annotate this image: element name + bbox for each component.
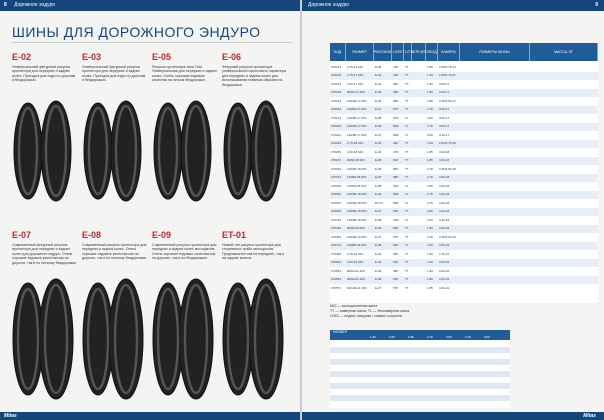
table-cell: 120/90-18 M/C [347, 200, 367, 205]
tire-e07-image [8, 274, 78, 409]
table-cell: 70R [393, 217, 399, 222]
table-cell: 110/90-18 M/C [347, 183, 367, 188]
table-cell: 270553 [331, 277, 342, 281]
left-footer-bar [0, 412, 300, 420]
table-cell: ET-01 [375, 200, 384, 205]
table-cell: 41P [393, 73, 399, 77]
table-row [330, 140, 598, 149]
table-cell: E-03 [375, 149, 382, 154]
table-cell: 1.60 [427, 251, 433, 256]
table-cell: 270313 [331, 175, 342, 179]
model-code: E-08 [82, 230, 102, 240]
table-cell: 4.00-17 [439, 124, 450, 128]
left-page-number: 8 [4, 2, 7, 8]
table-cell: 4.00-18 [439, 200, 450, 205]
table-cell: 4.00-18 [439, 192, 450, 196]
model-description: Современный фигурный рисунок протектора для передних и задних колес для дорожного эндуро. Очень хорошие ездовые качества как на дорогах, так и по легкому бездорожью. [12, 243, 78, 265]
table-cell: TT [405, 251, 409, 256]
table-row [330, 233, 598, 242]
table-cell: 2.75-21 M/C [347, 251, 364, 256]
table-cell: 4.10-18 [439, 209, 450, 213]
table-row [330, 250, 598, 259]
table-row [330, 174, 598, 183]
table-row [330, 97, 598, 106]
table-cell: 100/90-17 M/C [347, 98, 367, 103]
tire-e08-image [78, 274, 148, 409]
table-cell: 140/80-17 M/C [347, 132, 367, 137]
table-cell: E-07 [375, 132, 382, 137]
model-code: E-05 [152, 52, 172, 62]
table-cell: TT [405, 98, 409, 103]
tire-e09-image [148, 274, 218, 409]
table-cell: 1.60 [427, 141, 433, 145]
table-cell: E-03 [375, 260, 382, 264]
table-legend [330, 304, 590, 319]
table-cell: 1.85 [427, 158, 433, 162]
table-cell: 270125 [331, 90, 342, 94]
rim-width-header: 1.85 [408, 335, 414, 339]
model-code: E-02 [12, 52, 32, 62]
table-cell: 1.85 [427, 149, 433, 154]
table-cell: E-07 [375, 175, 382, 179]
table-cell: E-06 [375, 98, 382, 103]
table-cell: 52P [393, 226, 399, 230]
table-cell: 3.25/3.50-18 [439, 166, 456, 171]
table-cell: 270353 [331, 192, 342, 196]
table-cell: E-06 [375, 64, 382, 69]
table-cell: 57P [393, 107, 399, 111]
table-row [330, 182, 598, 191]
table-cell: 3.00-21 M/C [347, 260, 364, 264]
table-cell: 48P [393, 268, 399, 273]
table-cell: 270184 [331, 124, 342, 128]
table-cell: TL [405, 124, 409, 128]
brand-logo-left: Mitas [4, 413, 17, 419]
table-cell: 270144 [331, 98, 342, 103]
spec-table [330, 43, 598, 303]
model-description: Универсальный фигурный рисунок протектора для передних и задних колес. Пригодна для езды по дорогам и бездорожью. [82, 65, 146, 83]
table-cell: TL [405, 217, 409, 222]
table-cell: TT [405, 158, 409, 162]
table-cell: TT [405, 234, 409, 239]
table-cell: 270103 [331, 73, 342, 77]
table-cell: 270293 [331, 166, 342, 171]
table-cell: TT [405, 166, 409, 171]
table-header-cell: РИСУНОК [374, 43, 392, 61]
table-row [330, 216, 598, 225]
table-header-cell: РАЗМЕР [346, 43, 374, 61]
table-cell: TL [405, 192, 409, 196]
table-cell: 90/90-21 M/C [347, 277, 366, 281]
table-cell: 270253 [331, 149, 342, 154]
table-cell: 2.15 [427, 166, 433, 171]
table-cell: 120/80-17 M/C [347, 115, 367, 120]
table-row [330, 114, 598, 123]
table-cell: 45P [393, 251, 399, 256]
model-code: E-07 [12, 230, 32, 240]
table-cell: E-08 [375, 115, 382, 120]
table-row [330, 191, 598, 200]
table-header-cell: ОБОД [426, 43, 438, 61]
table-cell: E-02 [375, 73, 382, 77]
table-cell: 2.75 [427, 124, 433, 128]
table-cell: TT [405, 81, 409, 86]
table-cell: 59P [393, 243, 399, 247]
table-row [330, 242, 598, 251]
table-row [330, 225, 598, 234]
table-cell: 110/80-17 M/C [347, 107, 367, 111]
rim-table-title: РАЗМЕР [333, 330, 348, 334]
table-cell: 66P [393, 209, 399, 213]
table-cell: 42P [393, 141, 399, 145]
table-cell: TT [405, 175, 409, 179]
table-cell: 270143 [331, 64, 342, 69]
table-cell: 69R [393, 132, 399, 137]
model-description: Универсальный фигурный рисунок протектора для передних и задних колес. Пригодна для езды по дорогам и бездорожью. [12, 65, 76, 83]
table-cell: 2.50/2.75-18 [439, 141, 456, 145]
table-cell: 56P [393, 166, 399, 171]
rim-width-header: 1.40 [370, 335, 376, 339]
table-cell: 2.75 [427, 200, 433, 205]
table-cell: E-07 [375, 234, 382, 239]
table-cell: 4.10-17 [439, 132, 450, 137]
table-cell: 100/90-18 M/C [347, 166, 367, 171]
table-cell: 61R [393, 183, 399, 188]
rim-table-row [330, 401, 510, 407]
table-row [330, 148, 598, 157]
table-cell: TL [405, 132, 409, 137]
table-cell: 3.50-18 [439, 175, 450, 179]
table-cell: 4.00-18 [439, 183, 450, 188]
table-cell: 49P [393, 90, 399, 94]
table-cell: E-08 [375, 183, 382, 188]
table-cell: 3.25/3.50-19 [439, 234, 456, 239]
table-cell: 3.00 [427, 209, 433, 213]
table-cell: 2.15 [427, 234, 433, 239]
rim-width-header: 1.60 [389, 335, 395, 339]
table-cell: 2.50 [427, 183, 433, 188]
table-cell: 57P [393, 234, 399, 239]
table-cell: TT [405, 285, 409, 290]
table-cell: 65R [393, 200, 399, 205]
table-header-cell: ВЕРСИЯ [412, 43, 426, 61]
table-cell: 90/90-17 M/C [347, 90, 366, 94]
table-header-cell: МАССА, КГ [530, 43, 598, 61]
table-cell: 3.00-21 [439, 285, 450, 290]
table-cell: TT [405, 64, 409, 69]
tire-e06-image [218, 96, 288, 211]
table-cell: 45P [393, 81, 399, 86]
table-row [330, 208, 598, 217]
table-cell: TT [405, 73, 409, 77]
table-cell: E-02 [375, 251, 382, 256]
table-cell: E-07 [375, 209, 382, 213]
table-cell: 2.50/2.75-17 [439, 73, 456, 77]
table-cell: E-08 [375, 217, 382, 222]
table-cell: 3.00-18 [439, 158, 450, 162]
table-cell: 270493 [331, 251, 342, 256]
table-cell: 2.50/2.75-14 [439, 64, 456, 69]
table-row [330, 89, 598, 98]
table-cell: 3.00-21 [439, 268, 450, 273]
table-cell: 270393 [331, 209, 342, 213]
page-title: ШИНЫ ДЛЯ ДОРОЖНОГО ЭНДУРО [12, 24, 261, 40]
table-cell: 2.50 [427, 115, 433, 120]
table-cell: 2.75 [427, 192, 433, 196]
left-header-bar [0, 0, 300, 11]
table-cell: 3.00-18 M/C [347, 149, 364, 154]
right-section-title: Дорожное эндуро [308, 2, 350, 8]
table-cell: 47P [393, 149, 399, 154]
table-cell: 55P [393, 98, 399, 103]
table-cell: 3.00-17 [439, 90, 450, 94]
table-row [330, 165, 598, 174]
table-cell: 270433 [331, 226, 342, 230]
table-header-cell: КАМЕРА [438, 43, 460, 61]
table-cell: 80/90-21 M/C [347, 268, 366, 273]
table-row [330, 106, 598, 115]
table-row [330, 267, 598, 276]
tire-e03-image [78, 96, 148, 211]
table-cell: 4.10-18 [439, 217, 450, 222]
brand-logo-right: Mitas [583, 413, 596, 419]
table-cell: 1.85 [427, 226, 433, 230]
table-cell: 90/90-18 M/C [347, 158, 366, 162]
table-row [330, 63, 598, 72]
table-cell: 1.60 [427, 81, 433, 86]
table-cell: 130/80-18 M/C [347, 209, 367, 213]
table-cell: TT [405, 149, 409, 154]
table-cell: 58P [393, 175, 399, 179]
table-cell: 270204 [331, 132, 342, 137]
table-cell: TT [405, 107, 409, 111]
table-cell: TT [405, 277, 409, 281]
legend-line: LI/SS — индекс нагрузки / символ скорости [330, 314, 403, 318]
table-cell: 100/90-19 M/C [347, 234, 367, 239]
table-cell: 270573 [331, 285, 342, 290]
table-cell: 1.60 [427, 268, 433, 273]
tire-e05-image [148, 96, 218, 211]
table-cell: 270273 [331, 158, 342, 162]
table-cell: 270473 [331, 243, 342, 247]
table-cell: 57P [393, 285, 399, 290]
table-row [330, 284, 598, 293]
table-cell: TL [405, 115, 409, 120]
table-cell: 3.00-21 [439, 260, 450, 264]
table-cell: 1.85 [427, 90, 433, 94]
table-cell: 90/90-19 M/C [347, 226, 366, 230]
left-section-title: Дорожное эндуро [14, 2, 56, 8]
table-cell: TT [405, 141, 409, 145]
rim-width-header: 2.15 [427, 335, 433, 339]
model-code: E-03 [82, 52, 102, 62]
right-footer-bar [302, 412, 604, 420]
table-cell: 65R [393, 124, 399, 128]
table-row [330, 259, 598, 268]
table-cell: TT [405, 226, 409, 230]
table-cell: 1.85 [427, 285, 433, 290]
page-spine [300, 0, 302, 420]
table-row [330, 276, 598, 285]
table-cell: 54P [393, 277, 399, 281]
rim-width-header: 2.75 [465, 335, 471, 339]
table-cell: 270513 [331, 260, 342, 264]
model-code: E-09 [152, 230, 172, 240]
table-cell: E-05 [375, 90, 382, 94]
table-cell: 3.50-17 [439, 107, 450, 111]
table-cell: 51P [393, 158, 399, 162]
table-cell: E-06 [375, 166, 382, 171]
table-cell: TT [405, 260, 409, 264]
table-row [330, 72, 598, 81]
table-cell: 2.75-17 M/C [347, 73, 364, 77]
table-cell: 61R [393, 115, 399, 120]
table-cell: 3.50-19 [439, 243, 450, 247]
table-cell: 1.85 [427, 64, 433, 69]
table-cell: E-09 [375, 124, 382, 128]
table-cell: 62R [393, 192, 399, 196]
table-row [330, 123, 598, 132]
table-cell: 2.15 [427, 107, 433, 111]
table-cell: 3.00-19 [439, 226, 450, 230]
table-cell: 110/80-18 M/C [347, 175, 367, 179]
rim-width-header: 3.00 [484, 335, 490, 339]
model-description: Фигурный рисунок протектора универсального кроссового характера для передних и задних колес для использования главным образом на бездорожье. [222, 65, 286, 87]
table-cell: 120/80-18 M/C [347, 192, 367, 196]
table-cell: 270174 [331, 115, 342, 120]
right-page-number: 9 [595, 2, 598, 8]
table-cell: 270124 [331, 81, 342, 86]
table-cell: 1.85 [427, 277, 433, 281]
table-cell: 130/80-17 M/C [347, 124, 367, 128]
table-cell: E-02 [375, 141, 382, 145]
model-description: Современный рисунок протектора для передних и задних колес мотоциклов. Очень хорошие ездовые качества как на дорогах, так и по бездорожью. [152, 243, 217, 261]
table-cell: TT [405, 209, 409, 213]
table-header-cell: РАЗМЕРЫ ШИНЫ [460, 43, 530, 61]
table-cell: 140/80-18 M/C [347, 217, 367, 222]
rim-table-header [330, 330, 510, 340]
model-description: Новый тип рисунка протектора для спортивных трайл мотоциклов. Предназначен как на передние, так и на задние колеса. [222, 243, 285, 261]
table-cell: TT [405, 268, 409, 273]
table-cell: E-03 [375, 81, 382, 86]
table-header-cell: КОД [330, 43, 346, 61]
table-cell: 3.00-17 [439, 81, 450, 86]
table-cell: 270413 [331, 217, 342, 222]
table-cell: E-09 [375, 192, 382, 196]
table-header-cell: TL/TT [404, 43, 412, 61]
table-cell: TL [405, 200, 409, 205]
table-cell: E-05 [375, 268, 382, 273]
table-cell: E-09 [375, 226, 382, 230]
legend-line: M/C — мотоциклетная шина [330, 304, 378, 308]
table-cell: E-07 [375, 107, 382, 111]
table-cell: 270333 [331, 183, 342, 188]
tire-et01-image [218, 274, 288, 409]
table-cell: 4.00-17 [439, 115, 450, 120]
table-cell: TL [405, 243, 409, 247]
table-cell: 2.75-21 [439, 251, 450, 256]
table-header-cell: LI/SS [392, 43, 404, 61]
rim-width-header: 2.50 [446, 335, 452, 339]
table-cell: E-07 [375, 285, 382, 290]
table-cell: 2.50 [427, 243, 433, 247]
table-cell: 270453 [331, 234, 342, 239]
table-cell: 2.75-14 M/C [347, 64, 364, 69]
table-cell: E-08 [375, 243, 382, 247]
table-cell: 3.25/3.50-17 [439, 98, 456, 103]
table-cell: 1.60 [427, 260, 433, 264]
table-cell: 2.75-18 M/C [347, 141, 364, 145]
legend-line: TT — камерная шина; TL — бескамерная шина [330, 309, 410, 313]
table-cell: 1.85 [427, 98, 433, 103]
table-row [330, 199, 598, 208]
model-description: Рисунок протектора типа Trial. Универсальная для передних и задних колес. Очень хорошие ездовые качества на легком бездорожье. [152, 65, 218, 83]
right-header-bar [300, 0, 604, 11]
table-cell: TT [405, 90, 409, 94]
table-cell: 3.00-17 M/C [347, 81, 364, 86]
model-code: E-06 [222, 52, 242, 62]
table-cell: 3.00-21 [439, 277, 450, 281]
tire-e02-image [8, 96, 78, 211]
table-cell: E-05 [375, 158, 382, 162]
table-cell: 270154 [331, 107, 342, 111]
table-cell: 3.00-18 [439, 149, 450, 154]
table-cell: TL [405, 183, 409, 188]
table-cell: E-06 [375, 277, 382, 281]
table-row [330, 80, 598, 89]
table-cell: 270233 [331, 141, 342, 145]
title-divider [12, 42, 292, 43]
table-row [330, 157, 598, 166]
table-cell: 41P [393, 64, 399, 69]
table-cell: 1.40 [427, 73, 433, 77]
model-description: Современный рисунок протектора для передних и задних колес. Очень хорошие ездовые качества как на дорогах, так и по легкому бездорожью. [82, 243, 148, 261]
table-cell: 3.00 [427, 132, 433, 137]
table-cell: 3.00 [427, 217, 433, 222]
table-cell: 110/80-19 M/C [347, 243, 367, 247]
table-cell: 270533 [331, 268, 342, 273]
rim-size-table [330, 330, 510, 408]
table-cell: 90/100-21 M/C [347, 285, 367, 290]
table-cell: 2.15 [427, 175, 433, 179]
table-cell: 51P [393, 260, 399, 264]
model-code: ET-01 [222, 230, 247, 240]
table-row [330, 131, 598, 140]
table-cell: 270373 [331, 200, 342, 205]
